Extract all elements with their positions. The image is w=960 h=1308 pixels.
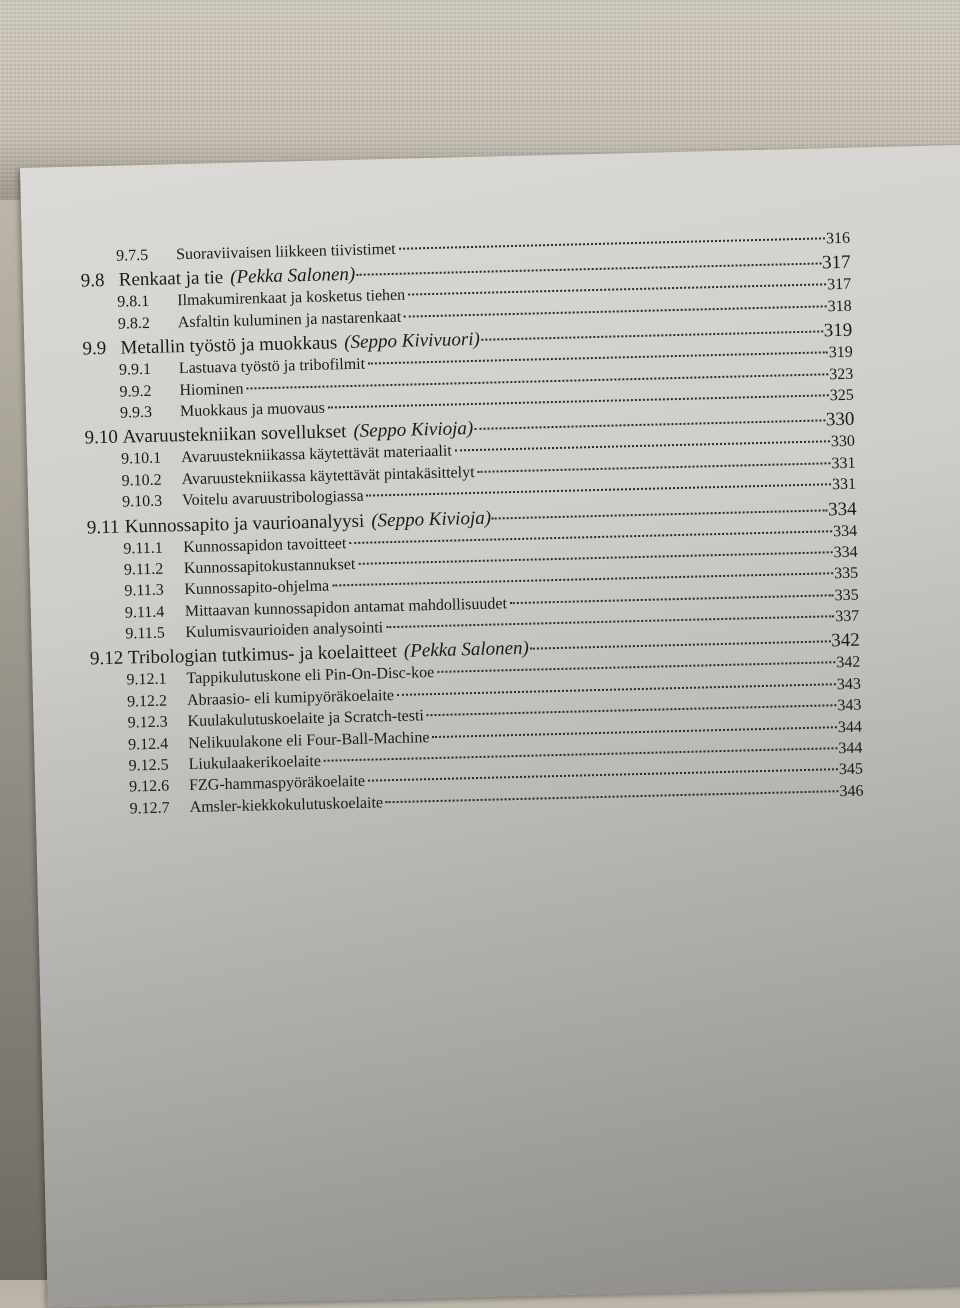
toc-title: Metallin työstö ja muokkaus xyxy=(120,332,338,359)
toc-number: 9.8.2 xyxy=(117,314,151,333)
toc-number: 9.12.7 xyxy=(129,799,170,818)
toc-author: (Seppo Kivioja) xyxy=(371,507,492,532)
dot-leader xyxy=(427,704,837,716)
toc-page-number: 346 xyxy=(839,782,864,800)
toc-page-number: 334 xyxy=(827,498,857,520)
toc-page-number: 325 xyxy=(829,386,855,405)
toc-title: Kunnossapidon tavoitteet xyxy=(183,534,347,556)
dot-leader xyxy=(492,509,827,519)
toc-number: 9.12 xyxy=(89,648,124,670)
toc-page-number: 331 xyxy=(831,454,856,472)
toc-number: 9.11.2 xyxy=(123,560,164,579)
toc-page-number: 319 xyxy=(823,319,853,342)
toc-page-number: 334 xyxy=(832,522,858,540)
toc-title: Voitelu avaruustribologiassa xyxy=(181,487,364,510)
toc-number: 9.9.2 xyxy=(119,382,152,401)
dot-leader xyxy=(432,726,837,738)
toc-number: 9.12.4 xyxy=(127,735,169,754)
toc-number: 9.9.3 xyxy=(119,403,153,422)
dot-leader xyxy=(477,462,830,473)
toc-page-number: 334 xyxy=(833,543,858,562)
dot-leader xyxy=(408,284,826,296)
toc-page-number: 317 xyxy=(826,276,852,294)
dot-leader xyxy=(349,530,832,544)
toc-number: 9.12.6 xyxy=(128,777,170,796)
toc-page-number: 343 xyxy=(836,675,862,694)
toc-page-number: 319 xyxy=(828,343,853,362)
dot-leader xyxy=(510,594,834,604)
toc-page-number: 345 xyxy=(838,761,864,779)
toc-title: Kuulakulutuskoelaite ja Scratch-testi xyxy=(187,707,425,731)
toc-title: Suoraviivaisen liikkeen tiivistimet xyxy=(175,240,396,264)
toc-number: 9.11.1 xyxy=(123,539,163,558)
toc-page-number: 335 xyxy=(833,564,859,583)
dot-leader xyxy=(386,790,838,803)
toc-title: Ilmakumirenkaat ja kosketus tiehen xyxy=(177,287,406,310)
toc-number: 9.9 xyxy=(82,338,107,360)
dot-leader xyxy=(367,483,831,496)
toc-page-number: 337 xyxy=(835,607,860,626)
toc-title: Asfaltin kuluminen ja nastarenkaat xyxy=(177,308,402,331)
toc-title: Nelikuulakone eli Four-Ball-Machine xyxy=(187,728,430,752)
toc-number: 9.9.1 xyxy=(118,361,152,379)
toc-author: (Pekka Salonen) xyxy=(403,638,530,663)
toc-title: Avaruustekniikan sovellukset xyxy=(122,421,347,448)
toc-title: Avaruustekniikassa käytettävät materiaalit xyxy=(180,442,452,467)
toc-number: 9.12.1 xyxy=(126,671,167,690)
toc-title: Lastuava työstö ja tribofilmit xyxy=(178,355,366,378)
toc-number: 9.12.2 xyxy=(126,692,168,711)
toc-number: 9.12.3 xyxy=(127,713,168,732)
dot-leader xyxy=(455,441,830,452)
toc-page-number: 330 xyxy=(830,433,856,451)
toc-number: 9.7.5 xyxy=(115,246,149,265)
toc-author: (Seppo Kivivuori) xyxy=(344,328,481,354)
toc-title: Muokkaus ja muovaus xyxy=(179,399,326,421)
dot-leader xyxy=(356,263,821,276)
toc-page-number: 343 xyxy=(837,696,862,715)
toc-number: 9.11.3 xyxy=(124,581,164,600)
toc-title: Tappikulutuskone eli Pin-On-Disc-koe xyxy=(186,664,435,688)
toc-number: 9.11.5 xyxy=(125,624,166,643)
dot-leader xyxy=(397,683,836,696)
dot-leader xyxy=(368,351,828,364)
dot-leader xyxy=(358,551,832,565)
toc-number: 9.12.5 xyxy=(128,756,169,775)
dot-leader xyxy=(368,769,838,782)
table-of-contents xyxy=(80,230,864,823)
toc-title: Kulumisvaurioiden analysointi xyxy=(185,619,384,642)
toc-page-number: 318 xyxy=(827,297,852,316)
toc-page-number: 323 xyxy=(829,365,854,383)
toc-title: Kunnossapito ja vaurioanalyysi xyxy=(124,510,365,538)
toc-title: Hiominen xyxy=(179,380,244,399)
toc-page-number: 342 xyxy=(831,630,861,652)
toc-page-number: 342 xyxy=(836,654,861,672)
toc-number: 9.11.4 xyxy=(124,603,165,622)
book-page xyxy=(20,145,960,1308)
toc-page-number: 317 xyxy=(821,252,851,274)
toc-page-number: 344 xyxy=(838,739,863,758)
toc-number: 9.10.3 xyxy=(121,492,163,511)
toc-number: 9.11 xyxy=(86,516,120,538)
toc-page-number: 335 xyxy=(834,586,859,604)
toc-page-number: 330 xyxy=(825,409,855,431)
dot-leader xyxy=(386,615,834,628)
toc-title: Renkaat ja tie xyxy=(118,267,224,292)
toc-title: Liukulaakerikoelaite xyxy=(188,752,322,774)
toc-author: (Seppo Kivioja) xyxy=(353,418,474,443)
toc-author: (Pekka Salonen) xyxy=(229,264,356,289)
toc-page-number: 316 xyxy=(825,229,851,248)
dot-leader xyxy=(474,420,825,431)
toc-title: Amsler-kiekkokulutuskoelaite xyxy=(189,794,384,816)
toc-title: Kunnossapito-ohjelma xyxy=(184,577,330,599)
toc-number: 9.10.1 xyxy=(120,449,162,468)
dot-leader xyxy=(399,237,825,249)
dot-leader xyxy=(481,331,823,341)
dot-leader xyxy=(437,662,835,674)
toc-number: 9.10.2 xyxy=(121,471,162,490)
toc-title: Abraasio- eli kumipyöräkoelaite xyxy=(186,686,395,709)
toc-title: Kunnossapitokustannukset xyxy=(183,555,356,578)
toc-title: Mittaavan kunnossapidon antamat mahdollisuudet xyxy=(184,594,508,620)
toc-title: Avaruustekniikassa käytettävät pintakäsittelyt xyxy=(181,463,475,488)
toc-page-number: 331 xyxy=(831,475,857,494)
dot-leader xyxy=(404,305,826,317)
dot-leader xyxy=(530,641,830,650)
toc-number: 9.10 xyxy=(84,427,119,449)
toc-title: Tribologian tutkimus- ja koelaitteet xyxy=(127,641,398,669)
toc-page-number: 344 xyxy=(837,718,863,736)
toc-title: FZG-hammaspyöräkoelaite xyxy=(188,773,366,795)
toc-number: 9.8 xyxy=(80,270,105,292)
toc-number: 9.8.1 xyxy=(117,293,150,312)
